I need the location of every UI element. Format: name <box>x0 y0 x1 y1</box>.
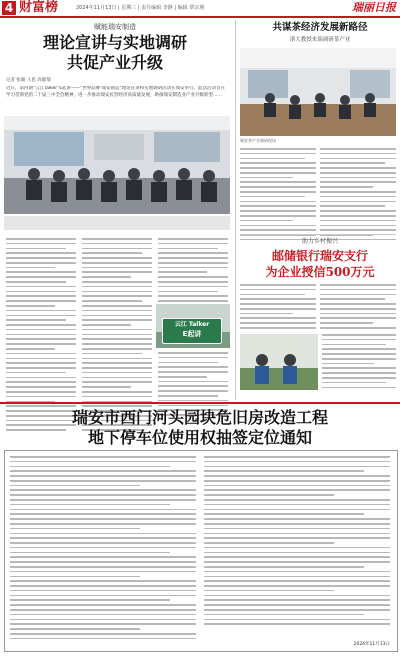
page-number: 4 <box>2 1 16 15</box>
tea-photo-caption: 瑞安茶产业调研现场 <box>240 138 276 143</box>
notice-date: 2024年11月13日 <box>353 642 390 647</box>
talker-badge <box>162 318 222 344</box>
notice-title-line-2: 地下停车位使用权抽签定位通知 <box>87 428 312 447</box>
tea-body-col-1 <box>240 148 316 244</box>
badge-top-text: 云江 Talker <box>174 321 210 328</box>
issue-meta: 2024年11月13日 | 星期三 | 责任编辑 李静 | 编辑 覃宗瑾 <box>76 5 205 11</box>
tea-article-title: 共谋茶经济发展新路径 <box>272 22 368 33</box>
photo-caption-bar <box>4 216 230 230</box>
bank-body-col-2 <box>320 284 396 332</box>
column-divider <box>235 20 236 400</box>
article-body-col-1 <box>6 238 76 434</box>
bottom-section-rule <box>0 402 400 404</box>
masthead-logo: 瑞丽日报 <box>352 1 396 14</box>
page-header <box>0 0 400 16</box>
article-title-line-1: 理论宣讲与实地调研 <box>42 33 187 52</box>
notice-body-col-2 <box>204 456 390 628</box>
bank-body-col-3 <box>322 334 396 391</box>
article-byline: 记者 张颖 王思 高敏瑞 <box>6 78 51 83</box>
notice-title-line-1: 瑞安市西门河头园块危旧房改造工程 <box>71 408 328 427</box>
bank-article-title-line-1: 邮储银行瑞安支行 <box>271 249 368 263</box>
article-title-line-2: 共促产业升级 <box>66 53 163 72</box>
article-body-col-2 <box>82 238 152 434</box>
bank-photo <box>240 334 318 390</box>
article-kicker: 赋能瑞安制造 <box>94 23 136 31</box>
header-rule <box>0 16 400 18</box>
notice-body-col-1 <box>10 456 196 642</box>
article-lead: 近日，第四期"云江Talker"E起讲——"世界品牌·瑞安制造"理论宣讲和实地调研活动在瑞安举行。此次活动旨在学习贯彻党的二十届三中全会精神，进一步推动瑞安民营经济高质量发展，助推瑞安制造业产业升级转型…… <box>6 86 226 98</box>
tea-body-col-2 <box>320 148 396 244</box>
badge-bottom-text: E起讲 <box>182 330 202 338</box>
bank-article-kicker: 助力乡村振兴 <box>301 238 338 245</box>
conference-photo <box>4 116 230 214</box>
tea-photo <box>240 48 396 136</box>
section-name: 财富榜 <box>19 0 59 15</box>
bank-body-col-1 <box>240 284 316 332</box>
right-section-divider <box>240 234 396 235</box>
tea-article-subtitle: 浙大教授来瑞调研茶产业 <box>289 37 351 43</box>
bank-article-title-line-2: 为企业授信500万元 <box>265 265 375 279</box>
